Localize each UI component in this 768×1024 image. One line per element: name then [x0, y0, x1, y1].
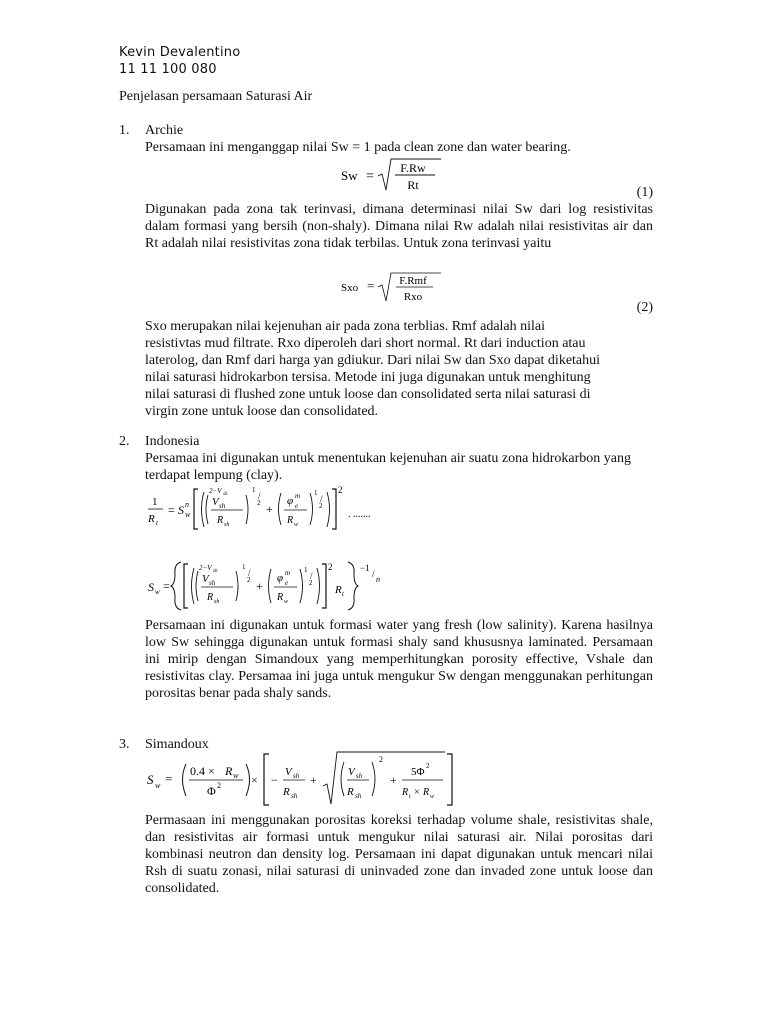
svg-text:0.4 ×: 0.4 ×	[190, 764, 215, 778]
eq-lhs: Sxo	[341, 282, 359, 294]
svg-text:e: e	[295, 502, 299, 510]
svg-text:/: /	[258, 491, 261, 501]
svg-text:1: 1	[314, 489, 318, 497]
svg-text:1: 1	[242, 563, 246, 571]
svg-text:R: R	[207, 592, 214, 603]
section-number: 3.	[119, 737, 130, 752]
paragraph-line: nilai saturasi hidrokarbon tersisa. Metode ini juga digunakan untuk menghitung	[145, 370, 591, 385]
svg-text:w: w	[284, 599, 289, 605]
svg-text:sh: sh	[219, 502, 226, 510]
svg-text:2: 2	[247, 576, 251, 584]
svg-text:1: 1	[304, 566, 308, 574]
svg-text:2: 2	[319, 502, 323, 510]
svg-text:1: 1	[252, 486, 256, 494]
archie-equation	[341, 156, 451, 196]
svg-text:2−V: 2−V	[199, 564, 212, 572]
svg-text:w: w	[233, 771, 239, 780]
svg-text:w: w	[185, 510, 191, 519]
svg-text:w: w	[155, 588, 160, 596]
svg-text:sh: sh	[356, 772, 363, 780]
svg-text:+: +	[266, 502, 273, 516]
section-paragraph-lines	[145, 318, 653, 420]
svg-text:×: ×	[251, 773, 258, 787]
svg-text:+: +	[310, 773, 317, 787]
svg-text:2: 2	[379, 755, 383, 764]
paragraph-line: resistivtas mud filtrate. Rxo diperoleh dari short normal. Rt dari induction atau	[145, 336, 586, 351]
svg-text:S: S	[148, 580, 154, 594]
svg-text:w: w	[155, 781, 161, 790]
equation-number: (1)	[636, 185, 653, 200]
svg-text:=: =	[367, 278, 375, 293]
svg-text:t: t	[156, 519, 158, 527]
svg-text:R: R	[423, 787, 430, 798]
svg-text:w: w	[430, 794, 435, 800]
document-title: Penjelasan persamaan Saturasi Air	[119, 89, 313, 104]
author-name: Kevin Devalentino	[119, 45, 241, 60]
svg-text:2: 2	[338, 485, 343, 495]
svg-text:2−V: 2−V	[209, 487, 222, 495]
svg-text:m: m	[295, 492, 301, 500]
svg-text:e: e	[285, 579, 289, 587]
svg-text:V: V	[285, 766, 292, 778]
svg-text:t: t	[409, 794, 411, 800]
paragraph-line: virgin zone untuk loose dan consolidated.	[145, 404, 379, 419]
section-heading: Simandoux	[145, 737, 209, 752]
eq-numerator: F.Rmf	[399, 275, 427, 287]
svg-text:2: 2	[217, 781, 221, 790]
svg-text:/: /	[372, 569, 375, 579]
equation-dots: . .......	[348, 509, 371, 520]
section-paragraph: Persamaan ini digunakan untuk formasi water yang fresh (low salinity). Karena hasilnya low Sw sehingga digunakan untuk formasi shaly sand khususnya laminated. Persamaan ini mirip dengan Simandoux yang memperhitungkan porosity effective, Vshale dan resistivitas clay. Persamaa ini juga untuk mengukur Sw dengan menggunakan perhitungan porositas benar pada shaly sands.	[145, 618, 653, 701]
svg-text:=: =	[366, 169, 374, 184]
svg-text:V: V	[212, 496, 219, 508]
svg-text:R: R	[148, 513, 155, 525]
section-paragraph: Digunakan pada zona tak terinvasi, dimana determinasi nilai Sw dari log resistivitas dalam formasi yang bersih (non-shaly). Dimana nilai Rw adalah nilai resistivitas air dan Rt adalah nilai resistivitas zona tidak terbilas. Untuk zona terinvasi yaitu	[145, 202, 653, 251]
svg-text:n: n	[185, 500, 189, 509]
svg-text:sh: sh	[213, 569, 218, 574]
svg-text:V: V	[348, 766, 355, 778]
indonesia-equation-1	[145, 485, 405, 535]
svg-text:φ: φ	[287, 495, 294, 507]
svg-text:n: n	[376, 575, 380, 584]
svg-text:sh: sh	[291, 792, 298, 800]
section-heading: Archie	[145, 123, 184, 138]
svg-text:/: /	[248, 568, 251, 578]
author-id: 11 11 100 080	[119, 62, 217, 77]
svg-text:R: R	[347, 786, 354, 798]
equation-number: (2)	[636, 300, 653, 315]
section-simandoux	[119, 736, 653, 896]
svg-text:sh: sh	[355, 792, 362, 800]
svg-text:sh: sh	[223, 492, 228, 497]
indonesia-equation-2	[145, 560, 385, 612]
eq-lhs: Sw	[341, 168, 358, 183]
svg-text:R: R	[283, 786, 290, 798]
svg-text:=: =	[168, 503, 175, 517]
paragraph-line: laterolog, dan Rmf dari harga yan gdiukur. Dari nilai Sw dan Sxo dapat diketahui	[145, 353, 601, 368]
svg-text:/: /	[320, 494, 323, 504]
paragraph-line: nilai saturasi di flushed zone untuk loose dan consolidated serta nilai saturasi di	[145, 387, 591, 402]
eq-denominator: Rxo	[403, 291, 423, 303]
svg-text:sh: sh	[224, 522, 230, 528]
section-indonesia	[119, 433, 653, 723]
svg-text:R: R	[402, 787, 409, 798]
svg-text:S: S	[178, 503, 184, 517]
paragraph-line: Sxo merupakan nilai kejenuhan air pada zona terblias. Rmf adalah nilai	[145, 319, 546, 334]
svg-text:S: S	[147, 772, 154, 787]
svg-text:φ: φ	[277, 572, 284, 584]
eq-denominator: Rt	[407, 178, 419, 192]
svg-text:w: w	[294, 522, 299, 528]
svg-text:R: R	[225, 764, 233, 778]
section-intro: Persamaan ini menganggap nilai Sw = 1 pada clean zone dan water bearing.	[145, 140, 571, 155]
svg-text:−1: −1	[360, 563, 370, 573]
svg-text:V: V	[202, 573, 209, 585]
svg-text:2: 2	[328, 562, 333, 572]
sxo-equation	[341, 270, 451, 306]
svg-text:m: m	[285, 569, 291, 577]
svg-text:R: R	[277, 592, 284, 603]
svg-text:Φ: Φ	[207, 784, 216, 798]
svg-text:t: t	[342, 590, 344, 598]
svg-text:=: =	[165, 771, 173, 786]
svg-text:−: −	[271, 773, 278, 787]
author-block	[119, 44, 240, 78]
section-number: 2.	[119, 434, 130, 449]
svg-text:2: 2	[257, 499, 261, 507]
section-archie	[119, 122, 653, 422]
svg-text:/: /	[310, 571, 313, 581]
svg-text:×: ×	[414, 787, 420, 798]
svg-text:R: R	[335, 584, 342, 596]
svg-text:sh: sh	[214, 599, 220, 605]
svg-text:5Φ: 5Φ	[411, 766, 425, 778]
svg-text:R: R	[287, 515, 294, 526]
section-heading: Indonesia	[145, 434, 200, 449]
svg-text:R: R	[217, 515, 224, 526]
svg-text:sh: sh	[293, 772, 300, 780]
svg-text:=: =	[163, 579, 170, 593]
svg-text:2: 2	[426, 762, 430, 770]
simandoux-equation	[145, 750, 455, 808]
section-intro: Persamaa ini digunakan untuk menentukan kejenuhan air suatu zona hidrokarbon yang terdapat lempung (clay).	[145, 451, 631, 483]
eq-numerator: F.Rw	[400, 161, 426, 175]
section-number: 1.	[119, 123, 130, 138]
svg-text:sh: sh	[209, 579, 216, 587]
svg-text:+: +	[256, 579, 263, 593]
svg-text:2: 2	[309, 579, 313, 587]
svg-text:+: +	[390, 773, 397, 787]
section-paragraph: Permasaan ini menggunakan porositas koreksi terhadap volume shale, resistivitas shale, dan resistivitas air formasi untuk mengukur nilai saturasi air. Nilai porositas dari kombinasi neutron dan density log. Persamaan ini dapat digunakan untuk mencari nilai Rsh di suatu zonasi, nilai saturasi di uninvaded zone dan invaded zone untuk loose dan consolidated.	[145, 813, 653, 896]
svg-text:1: 1	[152, 496, 158, 508]
